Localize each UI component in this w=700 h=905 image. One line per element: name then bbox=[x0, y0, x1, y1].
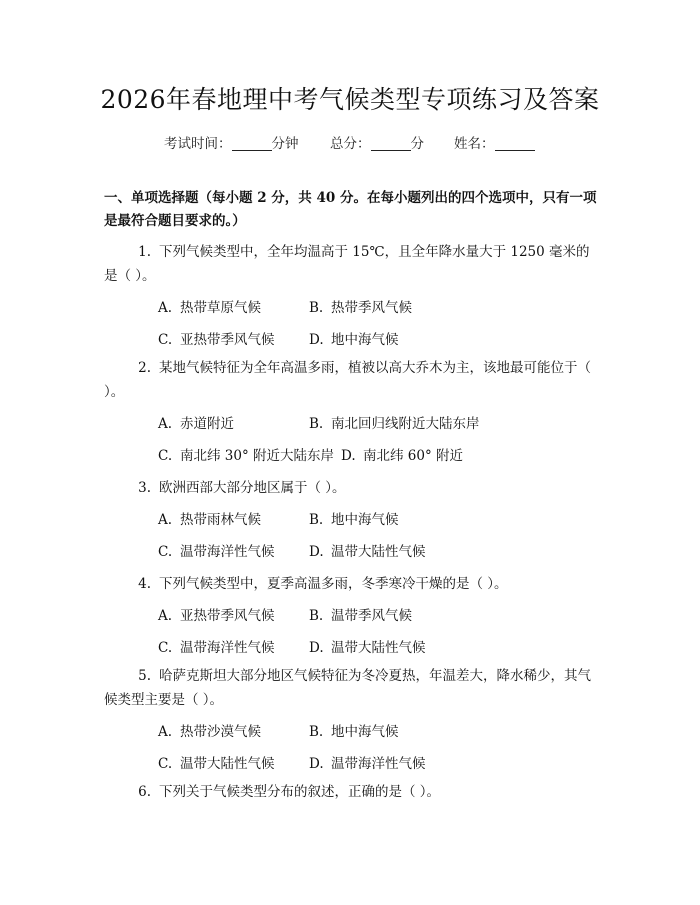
total-score-blank bbox=[371, 136, 411, 151]
question-text: 欧洲西部大部分地区属于（ ）。 bbox=[159, 480, 346, 496]
question-number: 3. bbox=[138, 480, 151, 496]
option-1a: A. 热带草原气候 bbox=[158, 300, 261, 316]
option-1d: D. 地中海气候 bbox=[309, 332, 399, 348]
question-6 bbox=[104, 780, 602, 804]
option-2b: B. 南北回归线附近大陆东岸 bbox=[309, 416, 480, 432]
option-3c: C. 温带海洋性气候 bbox=[158, 544, 275, 560]
question-2 bbox=[104, 356, 602, 404]
exam-time-blank bbox=[232, 136, 272, 151]
question-4 bbox=[104, 572, 602, 596]
option-2a: A. 赤道附近 bbox=[158, 416, 234, 432]
question-3 bbox=[104, 476, 602, 500]
total-score-field bbox=[330, 132, 424, 152]
question-text: 下列关于气候类型分布的叙述，正确的是（ ）。 bbox=[159, 784, 441, 800]
question-number: 1. bbox=[138, 244, 151, 260]
exam-time-label: 考试时间： bbox=[164, 136, 232, 152]
student-name-field bbox=[454, 132, 535, 152]
exam-time-unit: 分钟 bbox=[271, 136, 299, 152]
question-text: 哈萨克斯坦大部分地区气候特征为冬冷夏热，年温差大，降水稀少，其气候类型主要是（ ）。 bbox=[104, 668, 591, 708]
question-number: 5. bbox=[138, 668, 151, 684]
page-title: 2026年春地理中考气候类型专项练习及答案 bbox=[100, 85, 600, 114]
option-5d: D. 温带海洋性气候 bbox=[309, 756, 426, 772]
option-4b: B. 温带季风气候 bbox=[309, 608, 412, 624]
option-4a: A. 亚热带季风气候 bbox=[158, 608, 275, 624]
question-5 bbox=[104, 664, 602, 712]
option-5b: B. 地中海气候 bbox=[309, 724, 399, 740]
option-1b: B. 热带季风气候 bbox=[309, 300, 412, 316]
question-1 bbox=[104, 240, 602, 288]
student-name-blank bbox=[495, 136, 535, 151]
option-3b: B. 地中海气候 bbox=[309, 512, 399, 528]
option-2d: D. 南北纬 60° 附近 bbox=[341, 448, 464, 464]
total-score-label: 总分： bbox=[330, 136, 371, 152]
question-text: 某地气候特征为全年高温多雨，植被以高大乔木为主，该地最可能位于（ ）。 bbox=[104, 360, 591, 400]
question-number: 4. bbox=[138, 576, 151, 592]
option-5c: C. 温带大陆性气候 bbox=[158, 756, 275, 772]
option-5a: A. 热带沙漠气候 bbox=[158, 724, 261, 740]
question-text: 下列气候类型中，夏季高温多雨，冬季寒冷干燥的是（ ）。 bbox=[159, 576, 508, 592]
exam-time-field bbox=[164, 132, 299, 152]
option-1c: C. 亚热带季风气候 bbox=[158, 332, 275, 348]
student-name-label: 姓名： bbox=[454, 136, 495, 152]
option-4d: D. 温带大陆性气候 bbox=[309, 640, 426, 656]
option-2c: C. 南北纬 30° 附近大陆东岸 bbox=[158, 448, 335, 464]
question-text: 下列气候类型中，全年均温高于 15℃，且全年降水量大于 1250 毫米的是（ ）。 bbox=[104, 244, 590, 284]
question-number: 2. bbox=[138, 360, 151, 376]
total-score-unit: 分 bbox=[410, 136, 424, 152]
question-number: 6. bbox=[138, 784, 151, 800]
option-3d: D. 温带大陆性气候 bbox=[309, 544, 426, 560]
section-heading: 一、单项选择题（每小题 2 分，共 40 分。在每小题列出的四个选项中，只有一项是最符合题目要求的。） bbox=[104, 190, 597, 229]
option-3a: A. 热带雨林气候 bbox=[158, 512, 261, 528]
option-4c: C. 温带海洋性气候 bbox=[158, 640, 275, 656]
